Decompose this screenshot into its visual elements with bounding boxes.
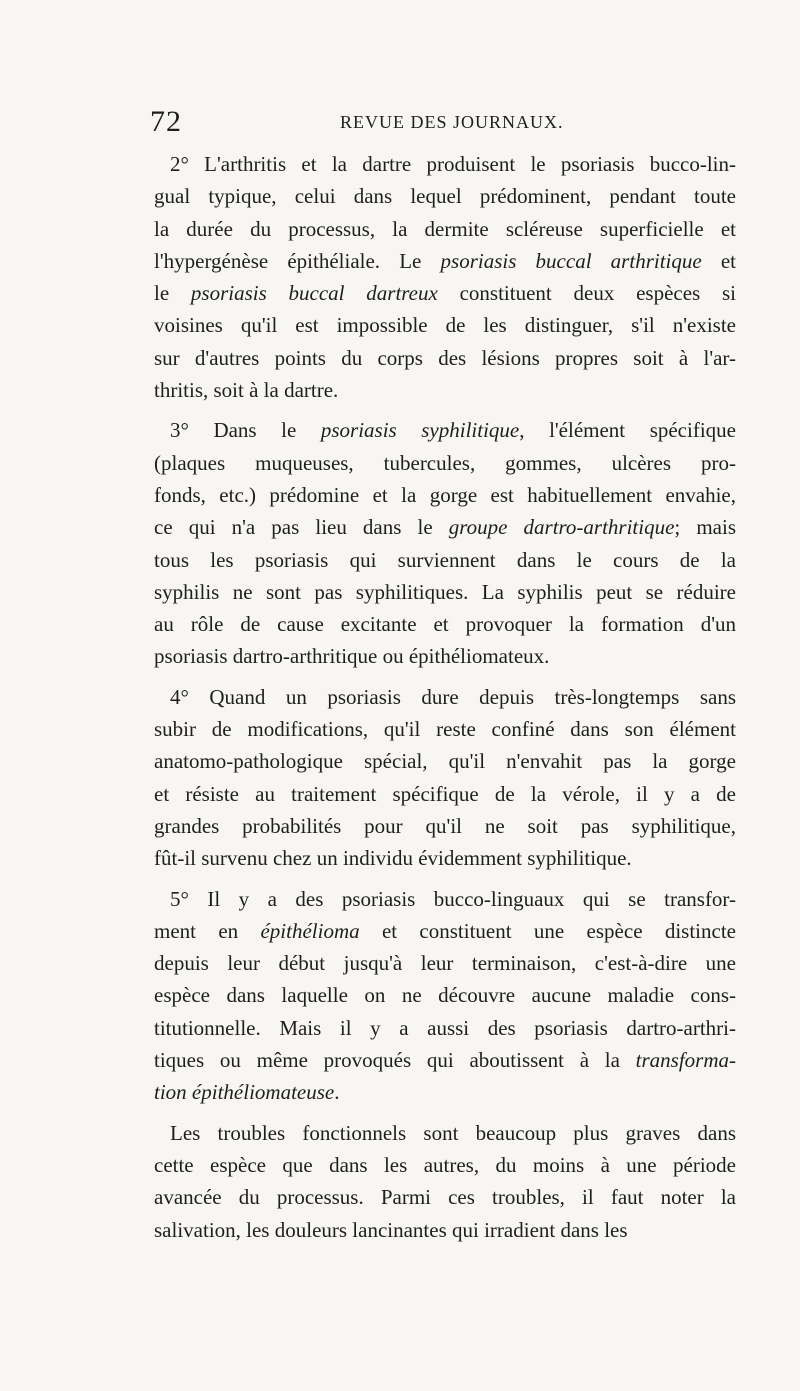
italic-term: psoriasis syphilitique <box>320 418 520 443</box>
italic-term: épithélioma <box>260 918 360 943</box>
text-segment: psoriasis dartro-arthritique ou épithéliomateux. <box>154 644 550 669</box>
text-line <box>154 277 736 309</box>
text-segment: au rôle de cause excitante et provoquer la formation d'un <box>154 612 736 637</box>
paragraph <box>154 1117 736 1246</box>
text-segment: 4° Quand un psoriasis dure depuis très-longtemps sans <box>170 684 736 709</box>
text-segment: Les troubles fonctionnels sont beaucoup plus graves dans <box>170 1120 736 1145</box>
text-line <box>154 414 736 446</box>
text-line <box>154 810 736 842</box>
text-segment: , l'élément spécifique <box>519 418 736 443</box>
text-line <box>154 1012 736 1044</box>
text-segment: syphilis ne sont pas syphilitiques. La syphilis peut se réduire <box>154 579 736 604</box>
text-line <box>154 245 736 277</box>
text-segment: et résiste au traitement spécifique de la vérole, il y a de <box>154 781 736 806</box>
text-line <box>154 309 736 341</box>
text-segment: thritis, soit à la dartre. <box>154 378 339 403</box>
text-segment: espèce dans laquelle on ne découvre aucune maladie cons- <box>154 983 736 1008</box>
text-segment: ; mais <box>674 515 736 540</box>
text-line <box>154 608 736 640</box>
text-line <box>154 883 736 915</box>
text-line <box>154 374 736 406</box>
text-segment: gual typique, celui dans lequel prédominent, pendant toute <box>154 184 736 209</box>
paragraph-gap <box>154 875 736 883</box>
page-number: 72 <box>150 105 182 138</box>
italic-term: groupe dartro-arthritique <box>448 515 675 540</box>
text-line <box>154 1044 736 1076</box>
text-segment: ce qui n'a pas lieu dans le <box>154 515 449 540</box>
paragraph <box>154 883 736 1109</box>
text-line <box>154 915 736 947</box>
text-segment: et <box>701 248 737 273</box>
text-line <box>154 213 736 245</box>
text-line <box>154 947 736 979</box>
text-segment: (plaques muqueuses, tubercules, gommes, ulcères pro- <box>154 450 736 475</box>
italic-term: psoriasis buccal arthritique <box>440 248 702 273</box>
text-line <box>154 544 736 576</box>
text-line <box>154 148 736 180</box>
text-line <box>154 778 736 810</box>
text-segment: grandes probabilités pour qu'il ne soit pas syphilitique, <box>154 813 736 838</box>
text-segment: fût-il survenu chez un individu évidemment syphilitique. <box>154 846 632 871</box>
text-line <box>154 1149 736 1181</box>
text-segment: depuis leur début jusqu'à leur terminaison, c'est-à-dire une <box>154 951 736 976</box>
text-segment: cette espèce que dans les autres, du moins à une période <box>154 1152 736 1177</box>
text-segment: le <box>154 281 191 306</box>
text-line <box>154 342 736 374</box>
paragraph <box>154 414 736 672</box>
text-line <box>154 745 736 777</box>
text-segment: 5° Il y a des psoriasis bucco-linguaux qui se transfor- <box>170 886 736 911</box>
page-header <box>150 102 740 142</box>
text-segment: tous les psoriasis qui surviennent dans le cours de la <box>154 547 736 572</box>
running-head: REVUE DES JOURNAUX. <box>340 112 564 132</box>
text-line <box>154 1214 736 1246</box>
text-segment: anatomo-pathologique spécial, qu'il n'envahit pas la gorge <box>154 749 736 774</box>
paragraph-gap <box>154 673 736 681</box>
text-line <box>154 979 736 1011</box>
text-line <box>154 1117 736 1149</box>
text-line <box>154 1076 736 1108</box>
text-line <box>154 180 736 212</box>
body-text <box>154 148 736 1246</box>
text-segment: salivation, les douleurs lancinantes qui irradient dans les <box>154 1217 628 1242</box>
text-segment: et constituent une espèce distincte <box>359 918 736 943</box>
text-segment: tiques ou même provoqués qui aboutissent à la <box>154 1048 636 1073</box>
text-line <box>154 842 736 874</box>
text-segment: fonds, etc.) prédomine et la gorge est habituellement envahie, <box>154 482 736 507</box>
text-segment: l'hypergénèse épithéliale. Le <box>154 248 441 273</box>
text-segment: la durée du processus, la dermite scléreuse superficielle et <box>154 216 736 241</box>
text-segment: ment en <box>154 918 261 943</box>
text-line <box>154 511 736 543</box>
paragraph <box>154 148 736 406</box>
text-segment: constituent deux espèces si <box>437 281 736 306</box>
text-segment: . <box>334 1080 340 1105</box>
paragraph <box>154 681 736 875</box>
paragraph-gap <box>154 406 736 414</box>
text-segment: subir de modifications, qu'il reste confiné dans son élément <box>154 717 736 742</box>
text-segment: 3° Dans le <box>170 418 321 443</box>
text-line <box>154 1181 736 1213</box>
text-line <box>154 640 736 672</box>
text-line <box>154 479 736 511</box>
italic-term: tion épithéliomateuse <box>154 1080 335 1105</box>
text-segment: avancée du processus. Parmi ces troubles, il faut noter la <box>154 1185 736 1210</box>
text-line <box>154 713 736 745</box>
text-segment: sur d'autres points du corps des lésions propres soit à l'ar- <box>154 345 736 370</box>
text-line <box>154 681 736 713</box>
text-line <box>154 447 736 479</box>
paragraph-gap <box>154 1109 736 1117</box>
text-segment: titutionnelle. Mais il y a aussi des psoriasis dartro-arthri- <box>154 1015 736 1040</box>
italic-term: transforma- <box>635 1048 736 1073</box>
text-segment: voisines qu'il est impossible de les distinguer, s'il n'existe <box>154 313 736 338</box>
italic-term: psoriasis buccal dartreux <box>190 281 438 306</box>
text-segment: 2° L'arthritis et la dartre produisent le psoriasis bucco-lin- <box>170 152 736 176</box>
text-line <box>154 576 736 608</box>
